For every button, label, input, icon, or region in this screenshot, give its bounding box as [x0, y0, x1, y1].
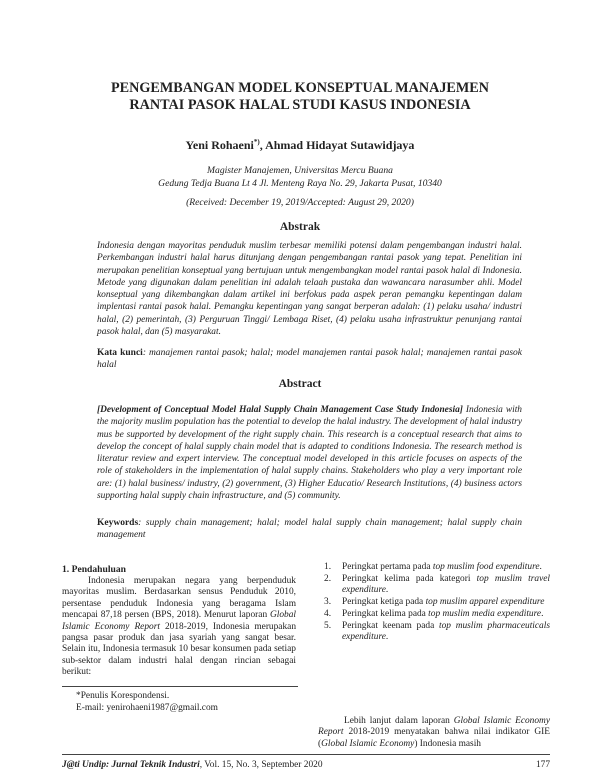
- list-number: 5.: [324, 620, 332, 631]
- paper-title: [40, 80, 560, 114]
- ranking-list: [318, 562, 550, 644]
- page-number: 177: [535, 760, 550, 770]
- intro-paragraph: [62, 576, 296, 679]
- footnote-line-1: *Penulis Korespondensi.: [76, 691, 170, 701]
- list-item: [318, 621, 550, 644]
- list-emphasis: top muslim pharmaceuticals expenditure: [342, 620, 551, 643]
- list-item: [318, 597, 550, 608]
- keywords-text: : supply chain management; halal; model halal supply chain management; halal supply chain management: [97, 518, 522, 541]
- title-line-1: PENGEMBANGAN MODEL KONSEPTUAL MANAJEMEN: [111, 80, 489, 96]
- list-item: [318, 609, 550, 620]
- journal-footer: [62, 760, 323, 770]
- journal-name: J@ti Undip: Jurnal Teknik Industri: [62, 760, 200, 770]
- list-text: Peringkat pertama pada: [342, 562, 433, 572]
- list-emphasis: top muslim travel expenditure: [342, 573, 550, 596]
- affiliation-line-1: Magister Manajemen, Universitas Mercu Buana: [207, 165, 393, 176]
- keywords: [97, 517, 522, 542]
- author-2: , Ahmad Hidayat Sutawidjaya: [259, 138, 415, 152]
- abstract-title: [Development of Conceptual Model Halal Supply Chain Management Case Study Indonesia]: [97, 405, 463, 415]
- abstrak-heading: Abstrak: [279, 221, 321, 233]
- affiliation-line-2: Gedung Tedja Buana Lt 4 Jl. Menteng Raya No. 29, Jakarta Pusat, 10340: [158, 178, 442, 189]
- list-text: Peringkat keenam pada: [342, 620, 439, 631]
- intro-text-a: Indonesia merupakan negara yang berpenduduk mayoritas muslim. Berdasarkan sensus Penduduk 2010, persentase penduduk Indonesia yang beragama Islam mencapai 87,18 persen (BPS, 2018). Menurut laporan: [62, 576, 296, 621]
- intro-text-b: 2018-2019, Indonesia merupakan pangsa pasar produk dan jasa syariah yang sangat besar. Selain itu, Indonesia termasuk 10 besar konsumen pada setiap sub-sektor dalam industri halal dengan rincian sebagai berikut:: [62, 621, 297, 678]
- right-para-text-c: ) Indonesia masih: [414, 738, 481, 749]
- list-number: 4.: [324, 608, 332, 619]
- list-emphasis: top muslim food expenditure: [432, 562, 540, 572]
- title-line-2: RANTAI PASOK HALAL STUDI KASUS INDONESIA: [129, 97, 471, 113]
- list-number: 3.: [324, 597, 332, 608]
- list-tail: .: [539, 562, 542, 572]
- abstrak-body: Indonesia dengan mayoritas penduduk muslim terbesar memiliki potensi dalam pengembangan industri halal. Perkembangan industri halal harus ditunjang dengan pengembangan rantai pasok yang tepat. Penelitian ini merupakan penelitian konseptual yang bertujuan untuk mengembangkan model rantai pasok halal di Indonesia. Metode yang digunakan dalam penelitian ini adalah telaah pustaka dan wawancara narasumber ahli. Model konseptual yang dikembangkan dalam artikel ini berfokus pada aspek peran pemangku kepentingan dalam implentasi rantai pasok halal. Pemangku kepentingan yang sangat berperan adalah: (1) pelaku usaha/ industri halal, (2) pemerintah, (3) Perguruan Tinggi/ Lembaga Riset, (4) pelaku usaha infrastruktur penunjang rantai pasok halal, dan (5) masyarakat.: [97, 241, 522, 338]
- list-number: 1.: [324, 562, 332, 572]
- footer-divider: [62, 754, 550, 755]
- authors: [40, 138, 560, 153]
- journal-details: , Vol. 15, No. 3, September 2020: [199, 760, 323, 770]
- footnote-divider: [62, 686, 298, 687]
- corresponding-mark: *): [253, 138, 260, 146]
- intro-report-name: Global Islamic Economy Report: [62, 610, 296, 632]
- right-para-gie: Global Islamic Economy: [321, 738, 415, 749]
- list-item: [318, 574, 550, 597]
- abstract-heading: Abstract: [278, 378, 322, 390]
- abstract-body: [97, 404, 522, 502]
- right-para-text-b: 2018-2019 menyatakan bahwa nilai indikator GIE (: [318, 727, 550, 749]
- right-para-text-a: Lebih lanjut dalam laporan: [344, 716, 454, 726]
- kata-kunci-label: Kata kunci: [97, 348, 143, 358]
- abstract-text: Indonesia with the majority muslim population has the potential to develop the halal industry. The development of halal industry mus be supported by development of the right supply chain. This research is a conceptual research that aims to develop the concept of halal supply chain model that is adapted to conditions Indonesia. The research method is literatur review and expert interview. The conceptual model developed in this article focuses on aspects of the role of stakeholders in the implementation of halal supply chains. Stakeholders who play a very important role are: (1) halal business/ industry, (2) government, (3) Higher Educatio/ Research Institutions, (4) business actors supporting halal supply chain infrastructure, and (5) community.: [97, 405, 522, 502]
- affiliation: [40, 164, 560, 190]
- list-emphasis: top muslim apparel expenditure: [425, 597, 545, 608]
- section-heading-pendahuluan: 1. Pendahuluan: [62, 564, 126, 575]
- author-1: Yeni Rohaeni: [185, 138, 254, 152]
- right-column-paragraph: [318, 716, 550, 750]
- list-text: Peringkat ketiga pada: [342, 597, 426, 608]
- submission-dates: (Received: December 19, 2019/Accepted: August 29, 2020): [186, 197, 414, 208]
- right-para-report: Global Islamic Economy Report: [318, 716, 550, 738]
- list-text: Peringkat kelima pada: [342, 608, 429, 619]
- list-number: 2.: [324, 573, 332, 584]
- list-text: Peringkat kelima pada kategori: [342, 573, 477, 584]
- list-tail: .: [541, 608, 544, 619]
- list-item: [318, 562, 550, 573]
- footnote-email: E-mail: yenirohaeni1987@gmail.com: [76, 703, 218, 713]
- footnote: [76, 690, 218, 714]
- list-tail: .: [385, 585, 389, 596]
- kata-kunci-text: : manajemen rantai pasok; halal; model manajemen rantai pasok halal; manajemen rantai pasok halal: [97, 348, 522, 371]
- keywords-label: Keywords: [97, 518, 139, 528]
- kata-kunci: [97, 347, 522, 372]
- list-tail: .: [385, 632, 389, 643]
- list-emphasis: top muslim media expenditure: [428, 608, 542, 619]
